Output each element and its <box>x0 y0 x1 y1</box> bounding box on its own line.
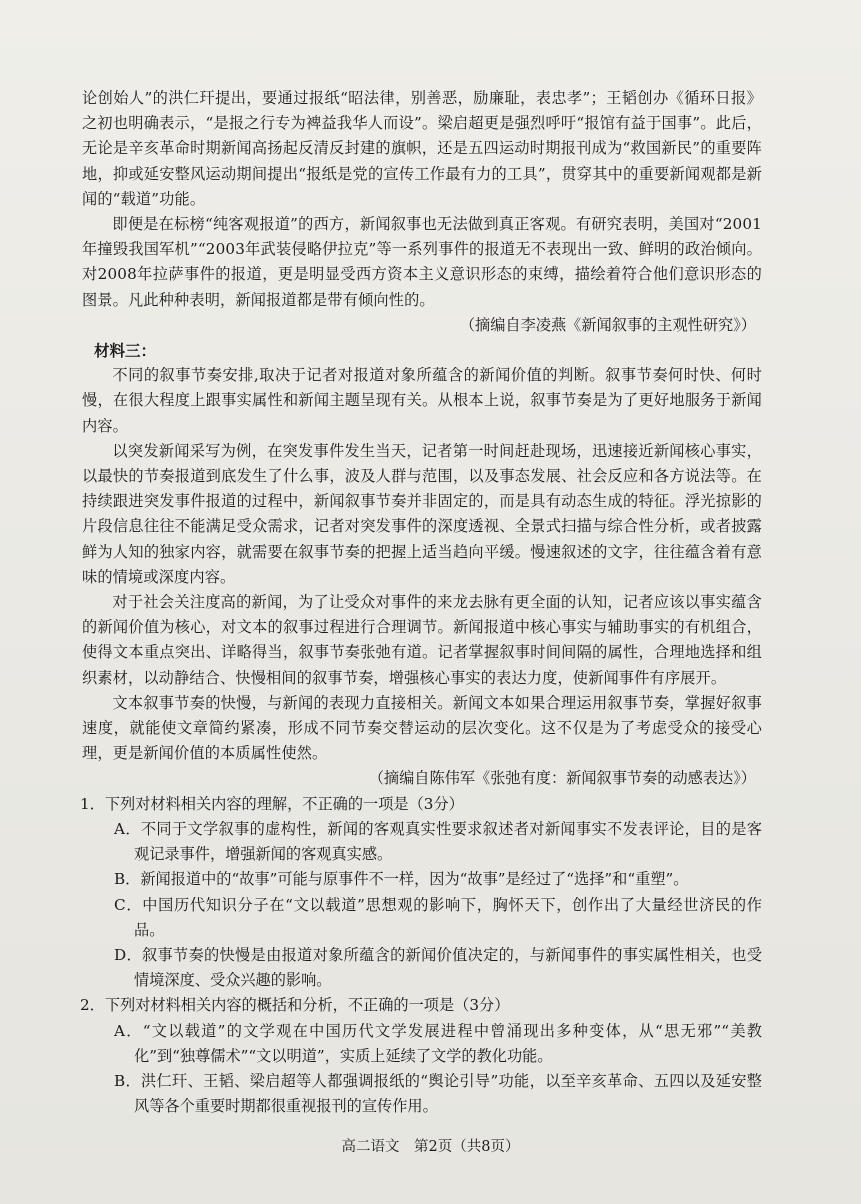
material3-paragraph-1: 不同的叙事节奏安排,取决于记者对报道对象所蕴含的新闻价值的判断。叙事节奏何时快、何时慢，在很大程度上跟事实属性和新闻主题呈现有关。从根本上说，叙事节奏是为了更好地服务于新闻内容。 <box>82 366 762 435</box>
question-1-option-d: D．叙事节奏的快慢是由报道对象所蕴含的新闻价值决定的，与新闻事件的事实属性相关，也受情境深度、受众兴趣的影响。 <box>114 945 762 990</box>
question-2-option-b: B．洪仁玕、王韬、梁启超等人都强调报纸的“舆论引导”功能，以至辛亥革命、五四以及延安整风等各个重要时期都很重视报刊的宣传作用。 <box>114 1071 762 1116</box>
material2-paragraph-1: 论创始人”的洪仁玕提出，要通过报纸“昭法律，别善恶，励廉耻，表忠孝”；王韬创办《循环日报》之初也明确表示，“是报之行专为裨益我华人而设”。梁启超更是强烈呼吁“报馆有益于国事”。此后，无论是辛亥革命时期新闻高扬起反清反封建的旗帜，还是五四运动时期报刊成为“救国新民”的重要阵地，抑或延安整风运动期间提出“报纸是党的宣传工作最有力的工具”，贯穿其中的重要新闻观都是新闻的“载道”功能。 <box>82 89 762 208</box>
question-1-option-a: A．不同于文学叙事的虚构性，新闻的客观真实性要求叙述者对新闻事实不发表评论，目的是客观记录事件，增强新闻的客观真实感。 <box>114 819 762 864</box>
material3-heading: 材料三： <box>94 341 157 361</box>
material2-source: （摘编自李凌燕《新闻叙事的主观性研究》） <box>459 315 756 334</box>
question-2-option-a: A．“文以载道”的文学观在中国历代文学发展进程中曾涌现出多种变体，从“思无邪”“美教化”到“独尊儒术”“文以明道”，实质上延续了文学的教化功能。 <box>114 1021 762 1065</box>
material3-paragraph-2: 以突发新闻采写为例，在突发事件发生当天，记者第一时间赶赴现场，迅速接近新闻核心事实，以最快的节奏报道到底发生了什么事，波及人群与范围，以及事态发展、社会反应和各方说法等。在持续跟进突发事件报道的过程中，新闻叙事节奏并非固定的，而是具有动态生成的特征。浮光掠影的片段信息往往不能满足受众需求，记者对突发事件的深度透视、全景式扫描与综合性分析，或者披露鲜为人知的独家内容，就需要在叙事节奏的把握上适当趋向平缓。慢速叙述的文字，往往蕴含着有意味的情境或深度内容。 <box>82 441 762 586</box>
page-footer: 高二语文 第2页（共8页） <box>341 1139 520 1155</box>
material3-paragraph-4: 文本叙事节奏的快慢，与新闻的表现力直接相关。新闻文本如果合理运用叙事节奏，掌握好叙事速度，就能使文章简约紧凑，形成不同节奏交替运动的层次变化。这不仅是为了考虑受众的接受心理，更是新闻价值的本质属性使然。 <box>82 693 762 763</box>
question-1-option-b: B．新闻报道中的“故事”可能与原事件不一样，因为“故事”是经过了“选择”和“重塑”。 <box>114 870 689 889</box>
page-content <box>82 86 762 1119</box>
material3-paragraph-3: 对于社会关注度高的新闻，为了让受众对事件的来龙去脉有更全面的认知，记者应该以事实蕴含的新闻价值为核心，对文本的叙事过程进行合理调节。新闻报道中核心事实与辅助事实的有机组合，使得文本重点突出、详略得当，叙事节奏张弛有道。记者掌握叙事时间间隔的属性，合理地选择和组织素材，以动静结合、快慢相间的叙事节奏，增强核心事实的表达力度，使新闻事件有序展开。 <box>82 593 762 687</box>
question-1-option-c: C．中国历代知识分子在“文以载道”思想观的影响下，胸怀天下，创作出了大量经世济民的作品。 <box>114 895 762 939</box>
material3-source: （摘编自陈伟军《张弛有度：新闻叙事节奏的动感表达》） <box>368 769 756 788</box>
question-1-stem: 1．下列对材料相关内容的理解，不正确的一项是（3分） <box>80 794 464 813</box>
question-2-stem: 2．下列对材料相关内容的概括和分析，不正确的一项是（3分） <box>80 996 510 1015</box>
material2-paragraph-2: 即便是在标榜“纯客观报道”的西方，新闻叙事也无法做到真正客观。有研究表明，美国对“2001年撞毁我国军机”“2003年武装侵略伊拉克”等一系列事件的报道无不表现出一致、鲜明的政治倾向。对2008年拉萨事件的报道，更是明显受西方资本主义意识形态的束缚，描绘着符合他们意识形态的图景。凡此种种表明，新闻报道都是带有倾向性的。 <box>82 215 762 309</box>
